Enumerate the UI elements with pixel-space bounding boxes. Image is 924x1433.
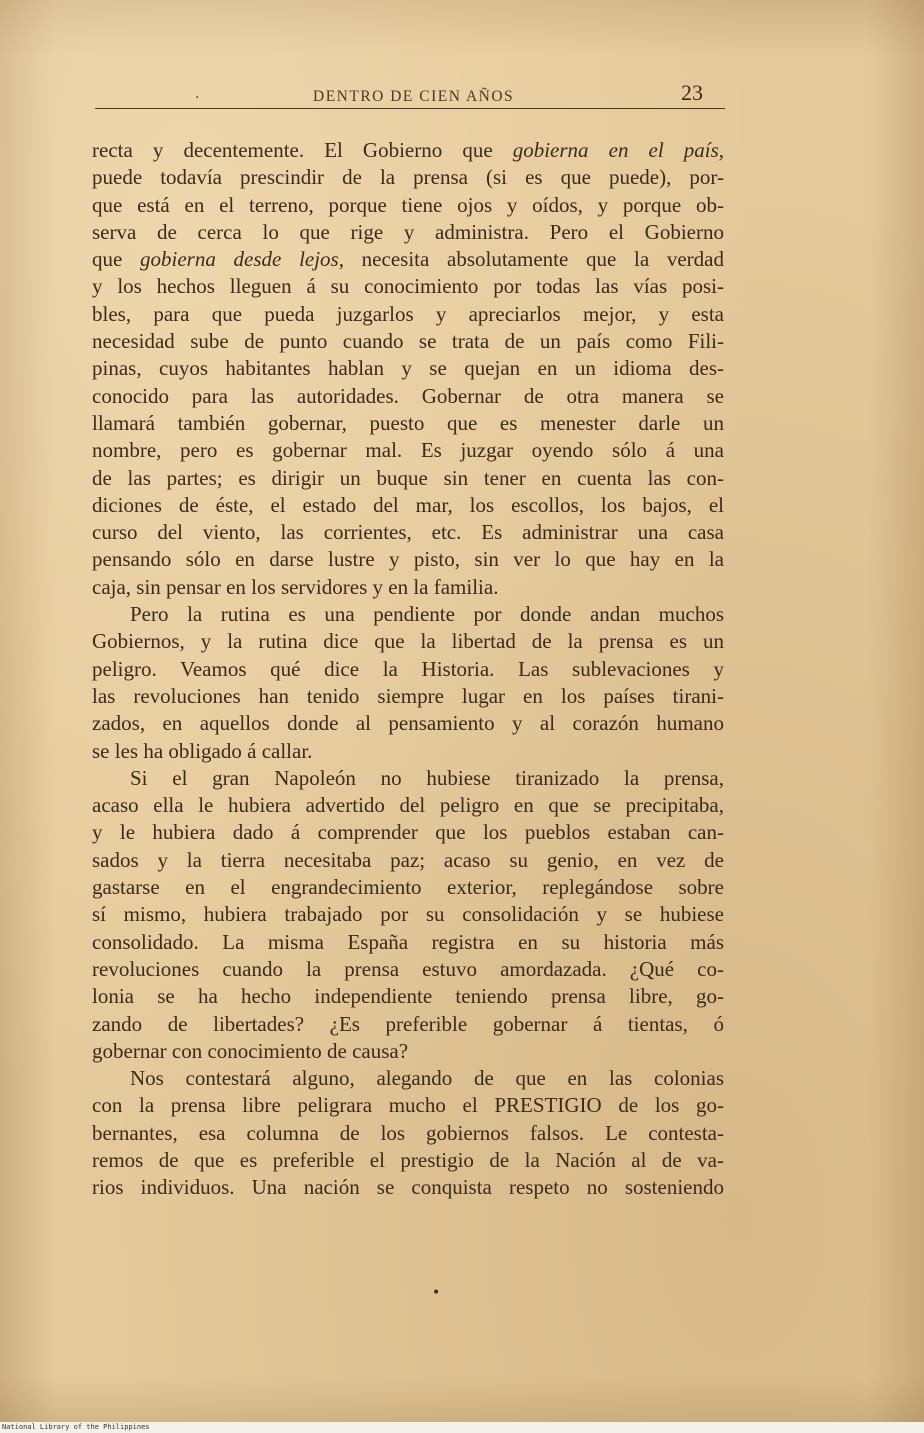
text-run: peligro. Veamos qué dice la Historia. Las sublevaciones y: [92, 656, 724, 681]
text-run: revoluciones cuando la prensa estuvo amordazada. ¿Qué co-: [92, 956, 724, 981]
text-run: Si el gran Napoleón no hubiese tiranizado la prensa,: [130, 765, 724, 790]
text-run: caja, sin pensar en los servidores y en la familia.: [92, 574, 499, 599]
text-line: [92, 437, 724, 464]
running-head-title: DENTRO DE CIEN AÑOS: [313, 88, 515, 105]
text-run: serva de cerca lo que rige y administra. Pero el Gobierno: [92, 219, 724, 244]
text-line: [92, 383, 724, 410]
text-run: conocido para las autoridades. Gobernar de otra manera se: [92, 383, 724, 408]
running-head: [95, 80, 725, 109]
text-run: y le hubiera dado á comprender que los pueblos estaban can-: [92, 820, 724, 845]
text-line: [92, 683, 724, 710]
text-line: [92, 328, 724, 355]
italic-phrase: gobierna desde lejos: [140, 247, 339, 272]
text-run: que: [92, 247, 141, 272]
text-run: se les ha obligado á callar.: [92, 738, 313, 763]
text-run: recta y decentemente. El Gobierno que: [92, 138, 513, 162]
text-line: [92, 492, 724, 519]
text-run: sí mismo, hubiera trabajado por su consolidación y se hubiese: [92, 902, 724, 927]
text-run: zando de libertades? ¿Es preferible gobernar á tientas, ó: [92, 1011, 724, 1036]
text-run: de las partes; es dirigir un buque sin tener en cuenta las con-: [92, 465, 724, 490]
text-line: [92, 929, 724, 956]
text-run: pinas, cuyos habitantes hablan y se quejan en un idioma des-: [92, 356, 724, 381]
text-run: con la prensa libre peligrara mucho el PRESTIGIO de los go-: [92, 1093, 724, 1118]
text-line: [92, 273, 724, 300]
text-run: diciones de éste, el estado del mar, los escollos, los bajos, el: [92, 492, 724, 517]
italic-phrase: gobierna en el país: [512, 138, 719, 162]
text-line: [92, 901, 724, 928]
text-run: y los hechos lleguen á su conocimiento por todas las vías posi-: [92, 274, 724, 299]
text-line: [92, 601, 724, 628]
text-line: [92, 792, 724, 819]
text-line: [92, 1065, 724, 1092]
body-text: [92, 137, 724, 1202]
text-run: zados, en aquellos donde al pensamiento y al corazón humano: [92, 711, 724, 736]
text-line: [92, 628, 724, 655]
text-line: [92, 137, 724, 164]
text-line: [92, 874, 724, 901]
running-head-dot: .: [195, 86, 200, 102]
text-run: bles, para que pueda juzgarlos y apreciarlos mejor, y esta: [92, 301, 724, 326]
text-line: [92, 546, 724, 573]
text-run: nombre, pero es gobernar mal. Es juzgar oyendo sólo á una: [92, 438, 724, 463]
text-line: [92, 847, 724, 874]
text-run: rios individuos. Una nación se conquista respeto no sosteniendo: [92, 1175, 724, 1200]
text-run: Nos contestará alguno, alegando de que en las colonias: [130, 1066, 724, 1091]
text-run: las revoluciones han tenido siempre lugar en los países tirani-: [92, 683, 724, 708]
text-run: consolidado. La misma España registra en su historia más: [92, 929, 724, 954]
text-run: Gobiernos, y la rutina dice que la libertad de la prensa es un: [92, 629, 724, 654]
text-line: [92, 710, 724, 737]
text-line: [92, 1038, 724, 1065]
footer-strip: [0, 1422, 924, 1433]
text-line: [92, 1147, 724, 1174]
text-line: [92, 246, 724, 273]
footer-credit: National Library of the Philippines: [2, 1423, 150, 1431]
text-line: [92, 410, 724, 437]
text-line: [92, 1174, 724, 1201]
bottom-mark: •: [432, 1285, 441, 1301]
text-line: [92, 983, 724, 1010]
text-run: , necesita absolutamente que la verdad: [338, 247, 724, 272]
text-line: [92, 301, 724, 328]
text-run: que está en el terreno, porque tiene ojos y oídos, y porque ob-: [92, 192, 724, 217]
text-line: [92, 192, 724, 219]
text-line: [92, 819, 724, 846]
text-line: [92, 355, 724, 382]
text-run: curso del viento, las corrientes, etc. Es administrar una casa: [92, 520, 724, 545]
text-line: [92, 465, 724, 492]
text-line: [92, 219, 724, 246]
text-line: [92, 656, 724, 683]
text-run: ,: [718, 138, 725, 162]
text-run: sados y la tierra necesitaba paz; acaso su genio, en vez de: [92, 847, 724, 872]
text-run: puede todavía prescindir de la prensa (si es que puede), por-: [92, 165, 724, 190]
text-line: [92, 1120, 724, 1147]
text-line: [92, 519, 724, 546]
text-run: remos de que es preferible el prestigio de la Nación al de va-: [92, 1147, 724, 1172]
text-line: [92, 738, 724, 765]
text-line: [92, 574, 724, 601]
text-line: [92, 164, 724, 191]
text-run: acaso ella le hubiera advertido del peligro en que se precipitaba,: [92, 793, 724, 818]
text-run: necesidad sube de punto cuando se trata de un país como Fili-: [92, 329, 724, 354]
text-run: Pero la rutina es una pendiente por donde andan muchos: [130, 602, 724, 627]
text-run: gastarse en el engrandecimiento exterior, replegándose sobre: [92, 875, 724, 900]
page-number: 23: [681, 80, 703, 105]
text-line: [92, 765, 724, 792]
text-line: [92, 1092, 724, 1119]
text-run: pensando sólo en darse lustre y pisto, sin ver lo que hay en la: [92, 547, 724, 572]
text-run: lonia se ha hecho independiente teniendo prensa libre, go-: [92, 984, 724, 1009]
text-line: [92, 1011, 724, 1038]
text-run: gobernar con conocimiento de causa?: [92, 1038, 409, 1063]
text-run: llamará también gobernar, puesto que es menester darle un: [92, 410, 724, 435]
text-line: [92, 956, 724, 983]
text-run: bernantes, esa columna de los gobiernos falsos. Le contesta-: [92, 1120, 724, 1145]
